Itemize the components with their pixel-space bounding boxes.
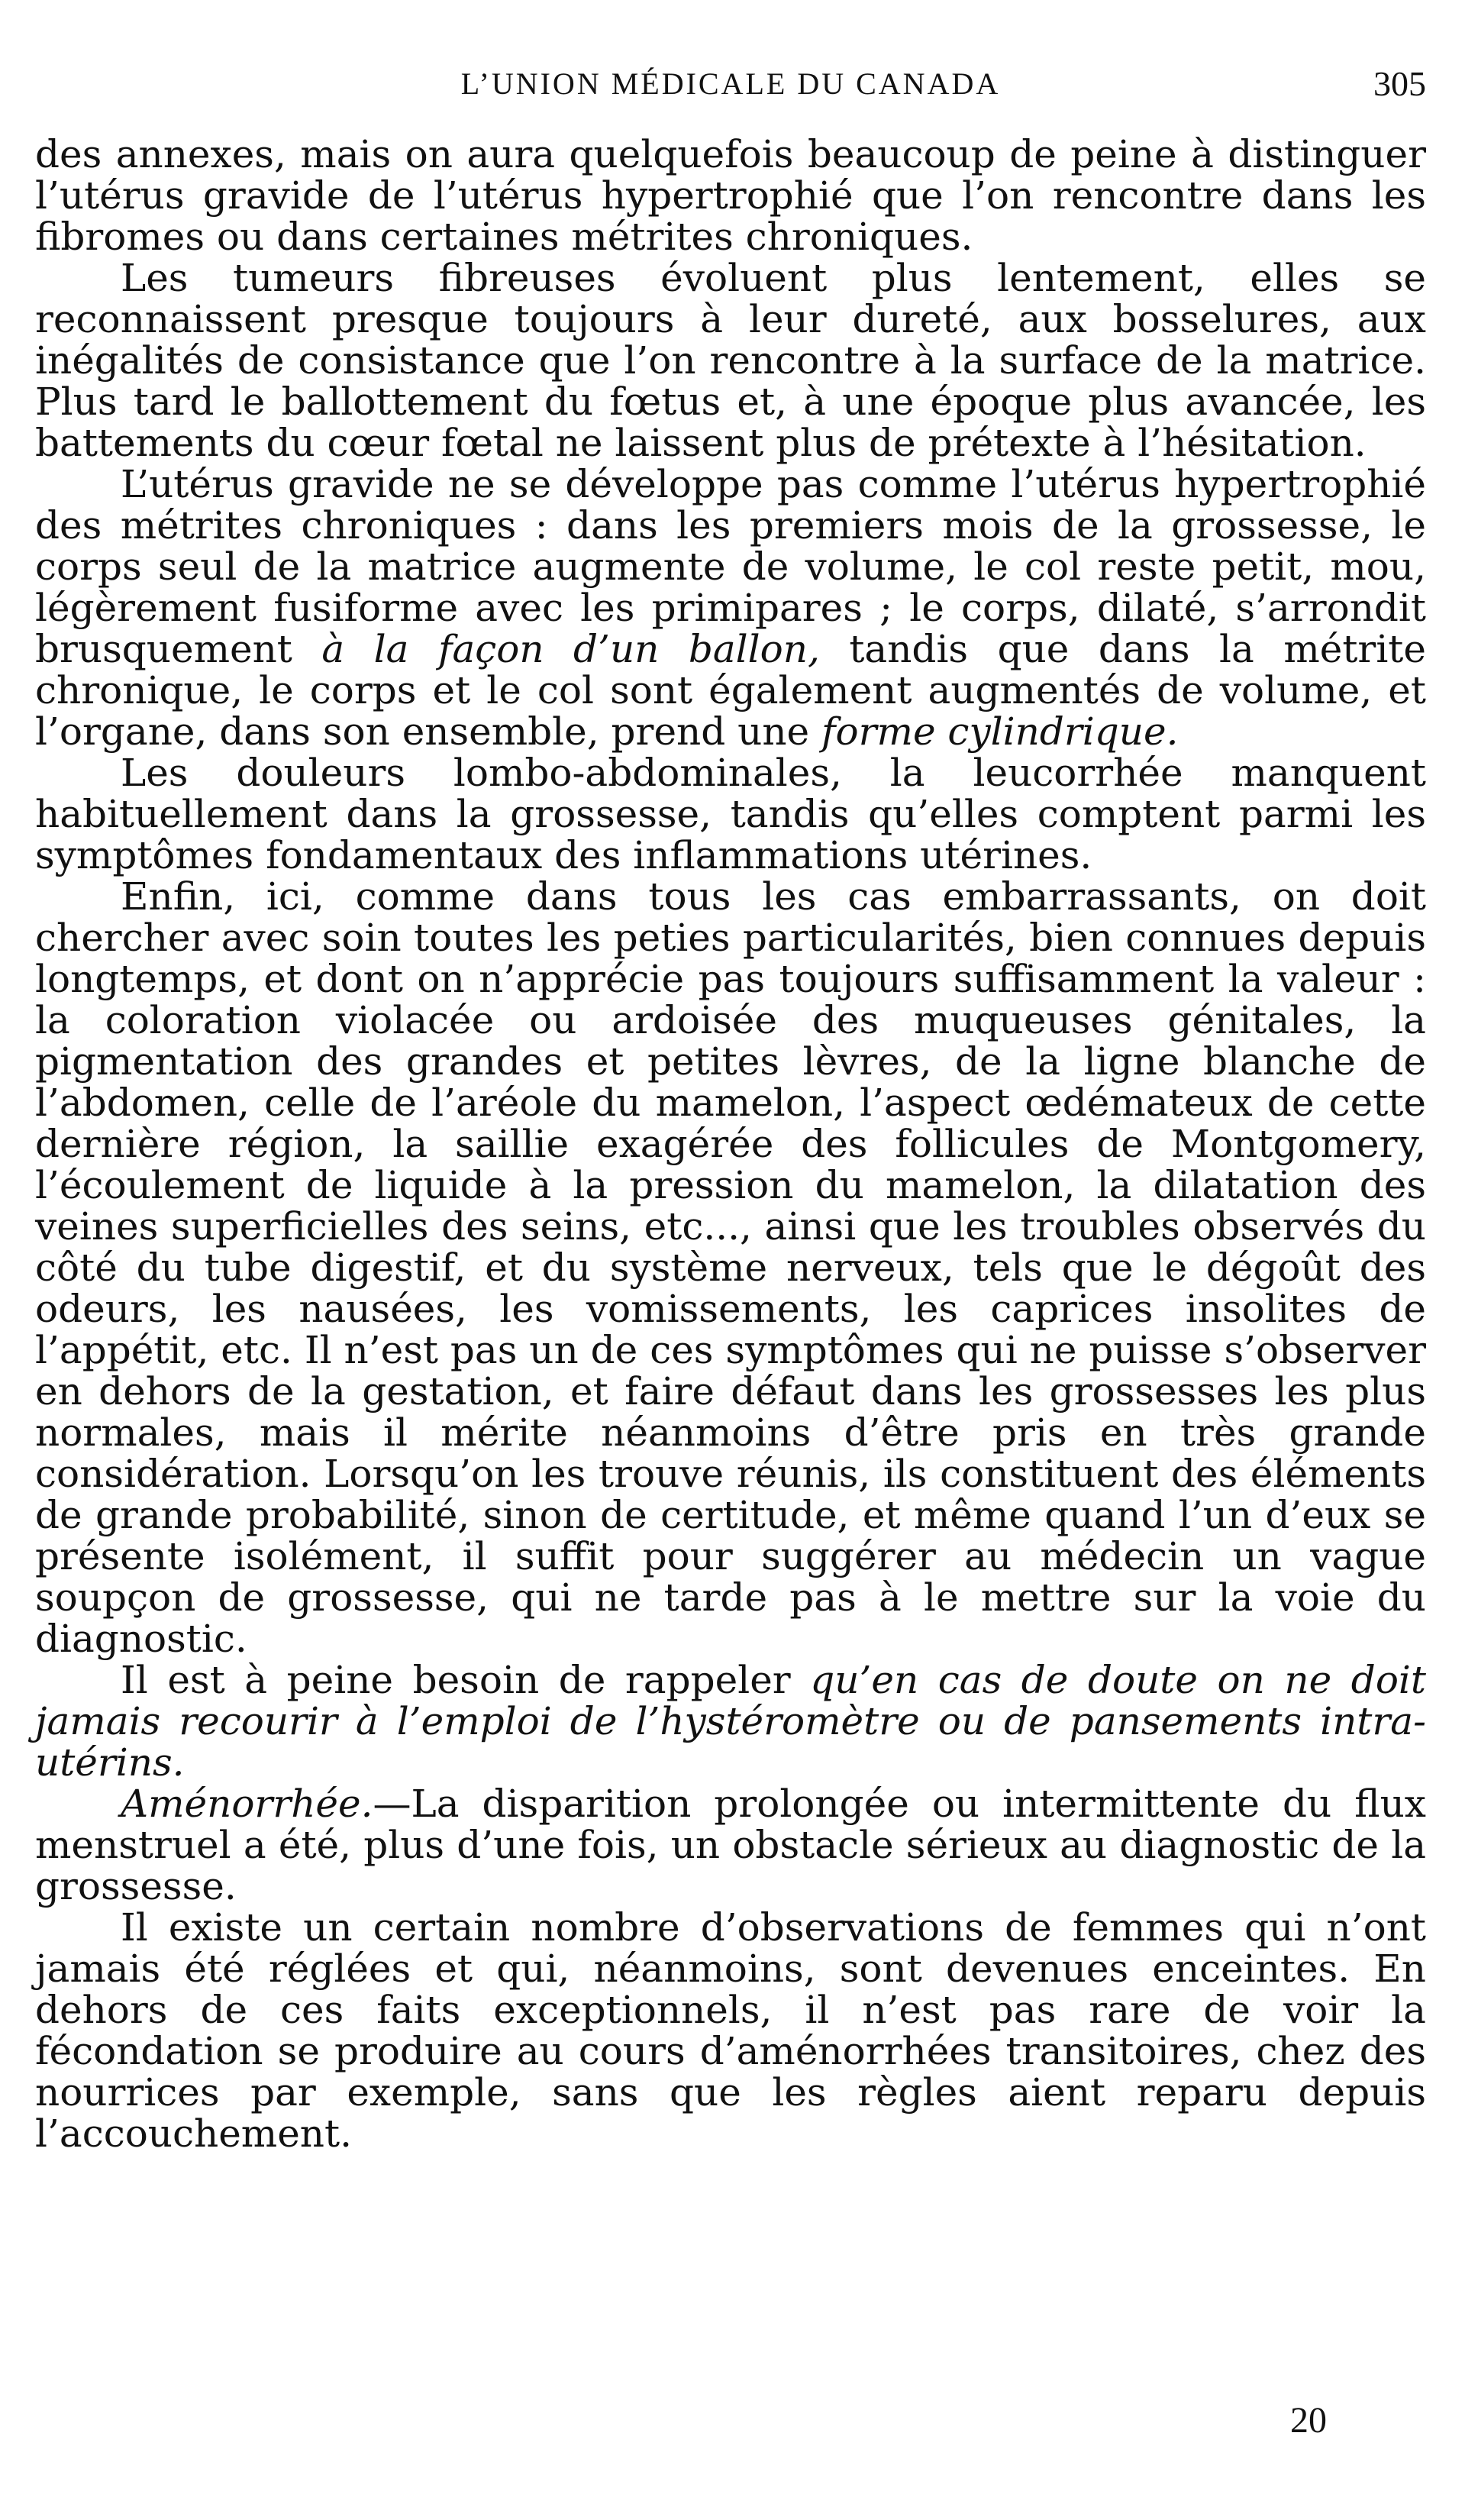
paragraph-6 (35, 1659, 1426, 1783)
paragraph-1: des annexes, mais on aura quelquefois beaucoup de peine à distinguer l’utérus gravide de l’utérus hypertrophié que l’on rencontre dans les fibromes ou dans certaines métrites chroniques. (35, 132, 1426, 259)
paragraph-3-italic-a: à la façon d’un ballon, (321, 627, 820, 671)
paragraph-2: Les tumeurs fibreuses évoluent plus lentement, elles se reconnaissent presque toujours à leur dureté, aux bosselures, aux inégalités de consistance que l’on rencontre à la surface de la matrice. Plus tard le ballottement du fœtus et, à une époque plus avancée, les battements du cœur fœtal ne laissent plus de prétexte à l’hésitation. (35, 256, 1426, 465)
body-text (35, 134, 1426, 2154)
paragraph-8: Il existe un certain nombre d’observations de femmes qui n’ont jamais été réglées et qui, néanmoins, sont devenues enceintes. En dehors de ces faits exceptionnels, il n’est pas rare de voir la fécondation se produire au cours d’aménorrhées transitoires, chez des nourrices par exemple, sans que les règles aient reparu depuis l’accouchement. (35, 1905, 1426, 2156)
running-title: L’UNION MÉDICALE DU CANADA (460, 66, 1001, 101)
paragraph-3-italic-b: forme cylindrique. (821, 709, 1179, 754)
paragraph-7 (35, 1783, 1426, 1907)
paragraph-4: Les douleurs lombo-abdominales, la leucorrhée manquent habituellement dans la grossesse, tandis qu’elles comptent parmi les symptômes fondamentaux des inflammations utérines. (35, 751, 1426, 877)
section-heading-amenorrhee: Aménorrhée. (121, 1782, 373, 1826)
paragraph-7-text: —La disparition prolongée ou intermittente du flux menstruel a été, plus d’une fois, un obstacle sérieux au diagnostic de la grossesse. (35, 1782, 1426, 1908)
paragraph-3-text-b: tandis que dans la métrite chronique, le corps et le col sont également augmentés de volume, et l’organe, dans son ensemble, prend une (35, 627, 1426, 754)
paragraph-6-text: Il est à peine besoin de rappeler (121, 1658, 811, 1702)
page-header (35, 61, 1426, 107)
document-page (35, 0, 1426, 2520)
paragraph-3 (35, 464, 1426, 752)
page-number: 305 (1373, 64, 1426, 103)
signature-number: 20 (1290, 2400, 1327, 2441)
paragraph-5: Enfin, ici, comme dans tous les cas embarrassants, on doit chercher avec soin toutes les peties particularités, bien connues depuis longtemps, et dont on n’apprécie pas toujours suffisamment la valeur : la coloration violacée ou ardoisée des muqueuses génitales, la pigmentation des grandes et petites lèvres, de la ligne blanche de l’abdomen, celle de l’aréole du mamelon, l’aspect œdémateux de cette dernière région, la saillie exagérée des follicules de Montgomery, l’écoulement de liquide à la pression du mamelon, la dilatation des veines superficielles des seins, etc..., ainsi que les troubles observés du côté du tube digestif, et du système nerveux, tels que le dégoût des odeurs, les nausées, les vomissements, les caprices insolites de l’appétit, etc. Il n’est pas un de ces symptômes qui ne puisse s’observer en dehors de la gestation, et faire défaut dans les grossesses les plus normales, mais il mérite néanmoins d’être pris en très grande considération. Lorsqu’on les trouve réunis, ils constituent des éléments de grande probabilité, sinon de certitude, et même quand l’un d’eux se présente isolément, il suffit pour suggérer au médecin un vague soupçon de grossesse, qui ne tarde pas à le mettre sur la voie du diagnostic. (35, 874, 1426, 1661)
paragraph-3-text-a: L’utérus gravide ne se développe pas comme l’utérus hypertrophié des métrites chroniques : dans les premiers mois de la grossesse, le corps seul de la matrice augmente de volume, le col reste petit, mou, légèrement fusiforme avec les primipares ; le corps, dilaté, s’arrondit brusquement (35, 462, 1426, 671)
paragraph-6-italic: qu’en cas de doute on ne doit jamais recourir à l’emploi de l’hystéromètre ou de pansements intra-utérins. (35, 1658, 1427, 1785)
